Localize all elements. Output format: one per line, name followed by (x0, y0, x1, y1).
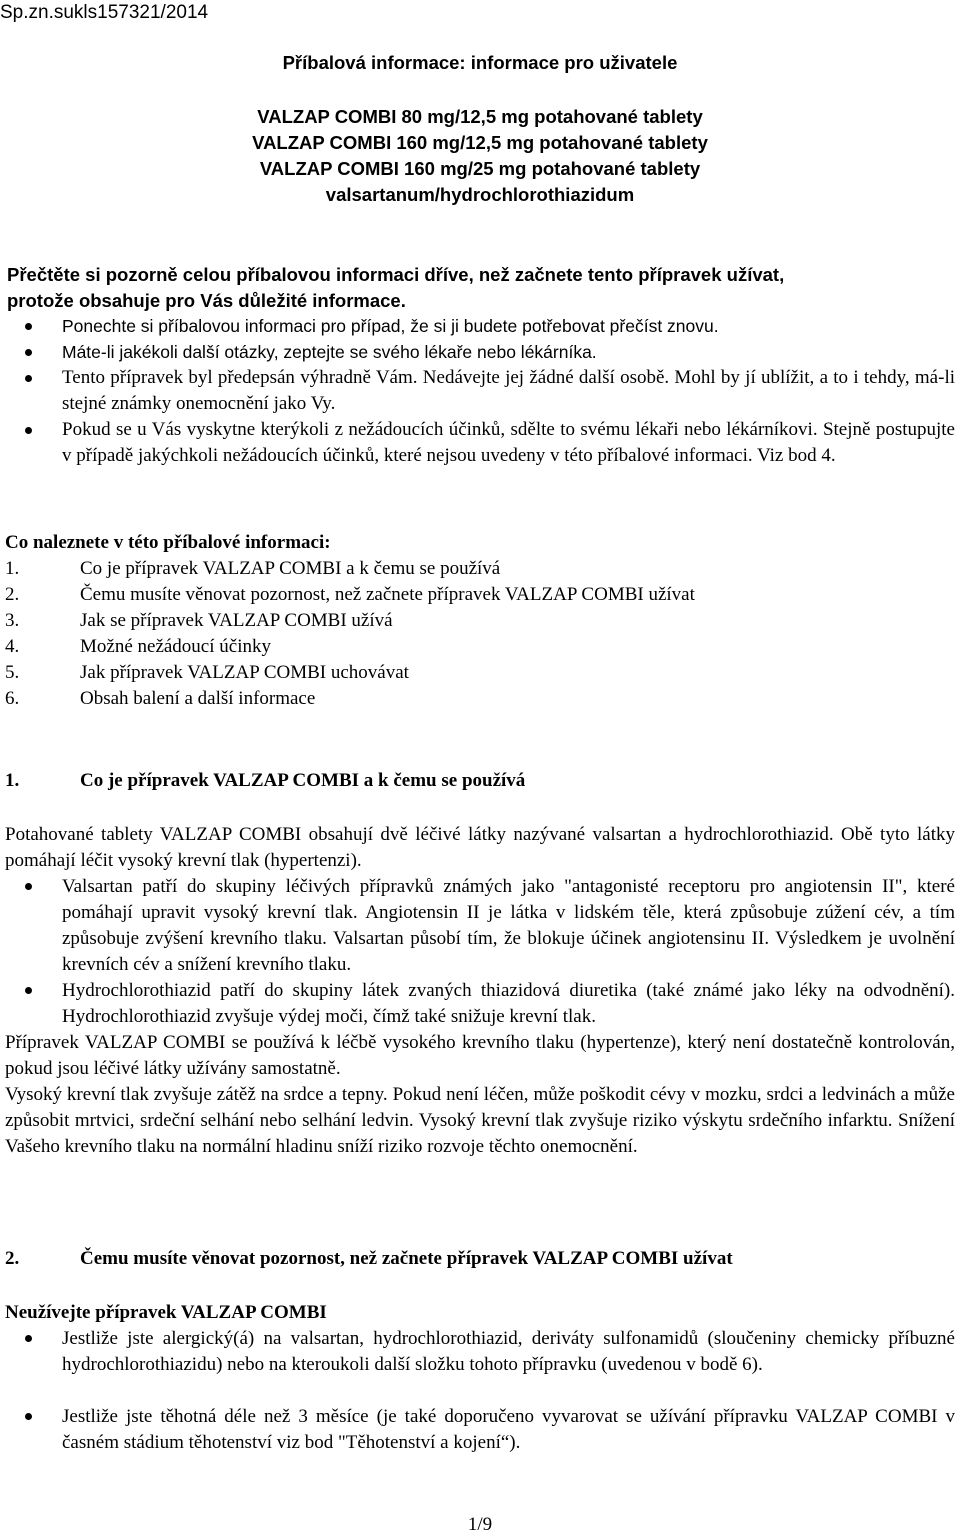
section-1-paragraph-2: Přípravek VALZAP COMBI se používá k léčbě vysokého krevního tlaku (hypertenze), který není dostatečně kontrolován, pokud jsou léčivé látky užívány samostatně. (5, 1032, 955, 1079)
toc-item-text: Jak přípravek VALZAP COMBI uchovávat (80, 662, 409, 683)
toc-item-text: Možné nežádoucí účinky (80, 636, 271, 657)
toc-item-text: Jak se přípravek VALZAP COMBI užívá (80, 610, 393, 631)
section-1-bullet-1: Valsartan patří do skupiny léčivých přípravků známých jako "antagonisté receptoru pro angiotensin II", které pomáhají upravit vysoký krevní tlak. Angiotensin II je látka v lidském těle, která způsobuje zúžení cév, a tím způsobuje zvýšení krevního tlaku. Valsartan působí tím, že blokuje účinek angiotensinu II. Výsledkem je uvolnění krevních cév a snížení krevního tlaku. (62, 876, 955, 975)
bullet-marker (25, 883, 32, 890)
section-2-bullet-1: Jestliže jste alergický(á) na valsartan, hydrochlorothiazid, deriváty sulfonamidů (sloučeniny chemicky příbuzné hydrochlorothiazidu) nebo na kteroukoli další složku tohoto přípravku (uvedenou v bodě 6). (62, 1328, 955, 1375)
page-number: 1/9 (467, 1514, 493, 1535)
warning-intro-line1: Přečtěte si pozorně celou příbalovou informaci dříve, než začnete tento přípravek užívat, (7, 264, 785, 285)
toc-item-number: 5. (5, 662, 20, 683)
warning-bullet-2: Máte-li jakékoli další otázky, zeptejte se svého lékaře nebo lékárníka. (62, 342, 597, 362)
bullet-marker (25, 375, 32, 382)
bullet-marker (25, 1335, 32, 1342)
product-name-2: VALZAP COMBI 160 mg/12,5 mg potahované tablety (252, 132, 708, 153)
product-name-3: VALZAP COMBI 160 mg/25 mg potahované tablety (259, 158, 701, 179)
warning-bullet-1: Ponechte si příbalovou informaci pro případ, že si ji budete potřebovat přečíst znovu. (62, 316, 719, 336)
active-substance: valsartanum/hydrochlorothiazidum (325, 184, 635, 205)
toc-item-text: Obsah balení a další informace (80, 688, 316, 709)
toc-item-text: Co je přípravek VALZAP COMBI a k čemu se používá (80, 558, 501, 579)
warning-intro-line2: protože obsahuje pro Vás důležité informace. (7, 290, 406, 311)
section-1-number: 1. (5, 770, 20, 791)
section-2-title: Čemu musíte věnovat pozornost, než začnete přípravek VALZAP COMBI užívat (80, 1248, 733, 1269)
section-1-intro: Potahované tablety VALZAP COMBI obsahují dvě léčivé látky nazývané valsartan a hydrochlorothiazid. Obě tyto látky pomáhají léčit vysoký krevní tlak (hypertenzi). (5, 824, 955, 871)
toc-heading: Co naleznete v této příbalové informaci: (5, 532, 331, 553)
section-2-bullet-2: Jestliže jste těhotná déle než 3 měsíce (je také doporučeno vyvarovat se užívání přípravku VALZAP COMBI v časném stádium těhotenství viz bod "Těhotenství a kojení“). (62, 1406, 955, 1453)
warning-bullet-3: Tento přípravek byl předepsán výhradně Vám. Nedávejte jej žádné další osobě. Mohl by jí ublížit, a to i tehdy, má-li stejné známky onemocnění jako Vy. (62, 367, 955, 414)
bullet-marker (25, 349, 32, 356)
warning-bullet-4: Pokud se u Vás vyskytne kterýkoli z nežádoucích účinků, sdělte to svému lékaři nebo lékárníkovi. Stejně postupujte v případě jakýchkoli nežádoucích účinků, které nejsou uvedeny v této příbalové informaci. Viz bod 4. (62, 419, 955, 466)
bullet-marker (25, 323, 32, 330)
bullet-marker (25, 987, 32, 994)
section-1-bullet-2: Hydrochlorothiazid patří do skupiny látek zvaných thiazidová diuretika (také známé jako léky na odvodnění). Hydrochlorothiazid zvyšuje výdej moči, čímž také snižuje krevní tlak. (62, 980, 955, 1027)
bullet-marker (25, 427, 32, 434)
toc-item-number: 1. (5, 558, 20, 579)
section-2-subheading: Neužívejte přípravek VALZAP COMBI (5, 1302, 327, 1323)
section-1-paragraph-3: Vysoký krevní tlak zvyšuje zátěž na srdce a tepny. Pokud není léčen, může poškodit cévy v mozku, srdci a ledvinách a může způsobit mrtvici, srdeční selhání nebo selhání ledvin. Vysoký krevní tlak zvyšuje riziko výskytu srdečního infarktu. Snížení Vašeho krevního tlaku na normální hladinu sníží riziko rozvoje těchto onemocnění. (5, 1084, 955, 1157)
section-1-title: Co je přípravek VALZAP COMBI a k čemu se používá (80, 770, 526, 791)
section-2-number: 2. (5, 1248, 20, 1269)
document-reference: Sp.zn.sukls157321/2014 (0, 2, 209, 23)
toc-item-number: 2. (5, 584, 20, 605)
toc-item-number: 3. (5, 610, 20, 631)
toc-item-number: 6. (5, 688, 20, 709)
toc-item-text: Čemu musíte věnovat pozornost, než začnete přípravek VALZAP COMBI užívat (80, 584, 695, 605)
product-name-1: VALZAP COMBI 80 mg/12,5 mg potahované tablety (257, 106, 703, 127)
toc-item-number: 4. (5, 636, 20, 657)
document-title: Příbalová informace: informace pro uživatele (282, 52, 678, 73)
bullet-marker (25, 1413, 32, 1420)
